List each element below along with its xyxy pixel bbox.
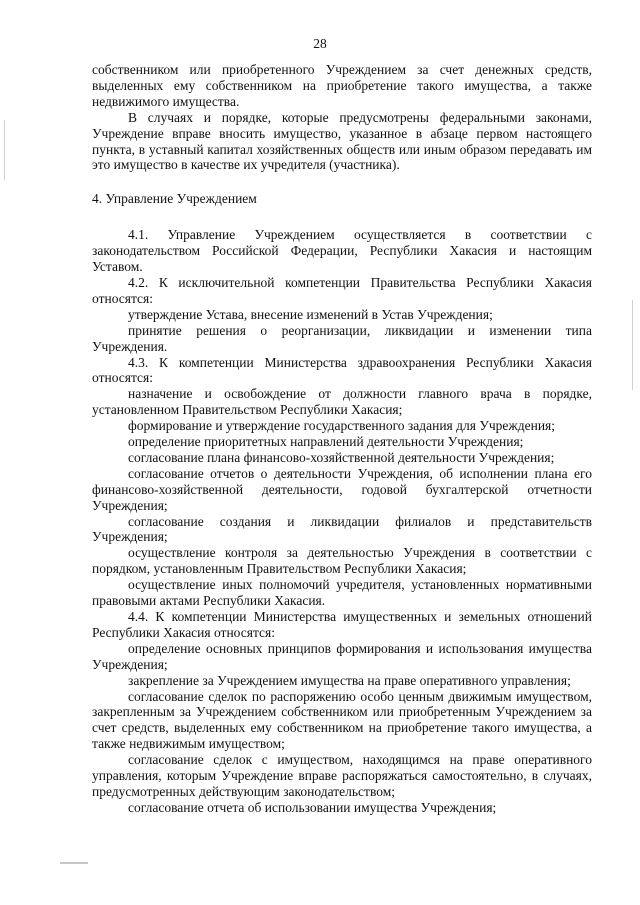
list-item: согласование создания и ликвидации филиалов и представительств Учреждения; <box>92 513 592 545</box>
scan-artifact-left <box>4 120 5 180</box>
list-item: осуществление контроля за деятельностью Учреждения в соответствии с порядком, установленным Правительством Республики Хакасия; <box>92 545 592 577</box>
clause-4-4: 4.4. К компетенции Министерства имущественных и земельных отношений Республики Хакасия относятся: <box>92 609 592 640</box>
section-heading: 4. Управление Учреждением <box>92 191 257 207</box>
list-item: согласование сделок по распоряжению особо ценным движимым имуществом, закрепленным за Учреждением собственником или приобретенным Учреждением за счет средств, выделенных ему собственником на приобретение такого имущества, а также недвижимым имуществом; <box>92 688 592 752</box>
paragraph-continuation: собственником или приобретенного Учреждением за счет денежных средств, выделенных ему собственником на приобретение такого имущества, а также недвижимого имущества. <box>92 62 592 109</box>
list-item: формирование и утверждение государственного задания для Учреждения; <box>128 418 556 434</box>
paragraph: В случаях и порядке, которые предусмотрены федеральными законами, Учреждение вправе вносить имущество, указанное в абзаце первом настоящего пункта, в уставный капитал хозяйственных обществ или иным образом передавать им это имущество в качестве их учредителя (участника). <box>92 109 592 173</box>
list-item: согласование отчета об использовании имущества Учреждения; <box>128 799 497 815</box>
list-item: согласование плана финансово-хозяйственной деятельности Учреждения; <box>128 449 555 465</box>
list-item: определение основных принципов формирования и использования имущества Учреждения; <box>92 640 592 672</box>
list-item: определение приоритетных направлений деятельности Учреждения; <box>128 434 524 450</box>
scan-artifact-right <box>632 300 633 390</box>
clause-4-1: 4.1. Управление Учреждением осуществляется в соответствии с законодательством Российской Федерации, Республики Хакасия и настоящим Уставом. <box>92 227 592 275</box>
scan-artifact-bottom <box>60 862 88 864</box>
document-body <box>92 62 592 816</box>
list-item: утверждение Устава, внесение изменений в Устав Учреждения; <box>128 306 493 322</box>
list-item: согласование сделок с имуществом, находящимся на праве оперативного управления, которым Учреждение вправе распоряжаться самостоятельно, в случаях, предусмотренных действующим законодательством; <box>92 752 592 799</box>
list-item: закрепление за Учреждением имущества на праве оперативного управления; <box>128 672 571 688</box>
list-item: согласование отчетов о деятельности Учреждения, об исполнении плана его финансово-хозяйственной деятельности, годовой бухгалтерской отчетности Учреждения; <box>92 465 592 513</box>
list-item: осуществление иных полномочий учредителя, установленных нормативными правовыми актами Республики Хакасия. <box>92 577 592 609</box>
page-number: 28 <box>313 36 327 51</box>
list-item: принятие решения о реорганизации, ликвидации и изменении типа Учреждения. <box>92 322 592 354</box>
list-item: назначение и освобождение от должности главного врача в порядке, установленном Правительством Республики Хакасия; <box>92 386 592 418</box>
clause-4-3: 4.3. К компетенции Министерства здравоохранения Республики Хакасия относятся: <box>92 354 592 386</box>
clause-4-2: 4.2. К исключительной компетенции Правительства Республики Хакасия относятся: <box>92 274 592 306</box>
